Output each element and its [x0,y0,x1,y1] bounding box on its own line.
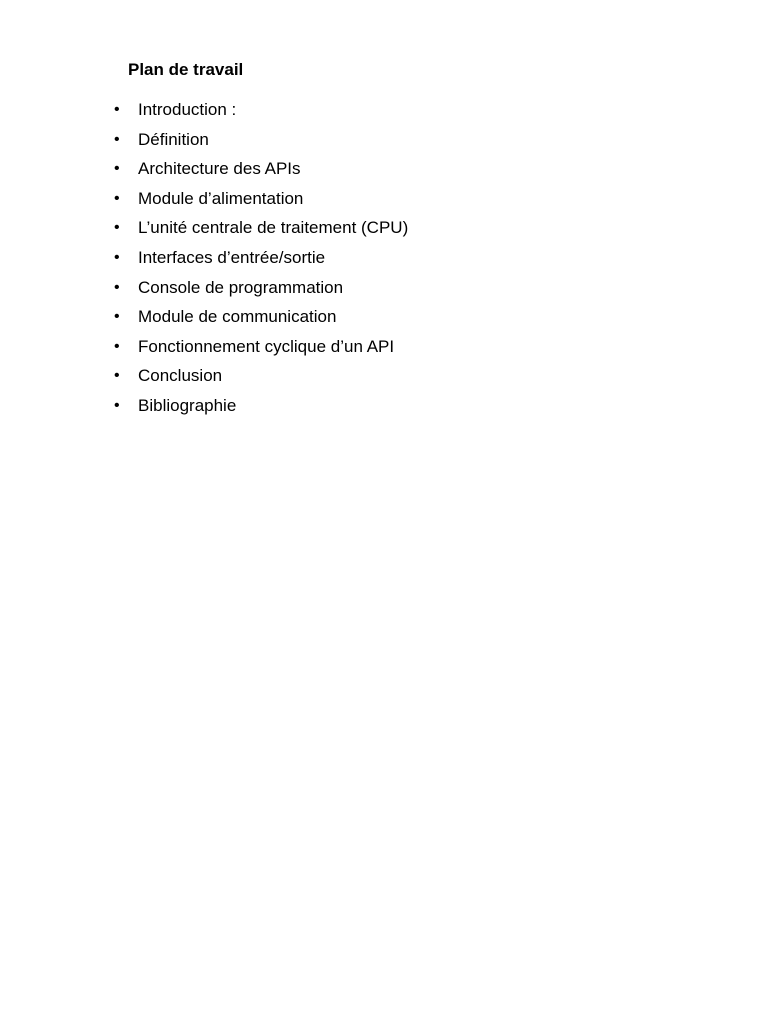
bullet-icon: • [114,189,120,207]
list-item-text: Bibliographie [138,395,237,415]
list-item-text: Architecture des APIs [138,159,301,179]
list-item-text: Module de communication [138,307,337,327]
bullet-icon: • [114,396,120,414]
bullet-icon: • [114,130,120,148]
bullet-icon: • [114,367,120,385]
list-item-text: Conclusion [138,366,223,386]
document-title: Plan de travail [128,60,244,79]
list-item-text: Fonctionnement cyclique d’un API [138,336,395,356]
list-item-text: Module d’alimentation [138,188,304,208]
list-item-text: Console de programmation [138,277,344,297]
list-item-text: Introduction : [138,100,237,119]
bullet-icon: • [114,278,120,296]
bullet-icon: • [114,337,120,355]
list-item-text: Interfaces d’entrée/sortie [138,247,326,267]
bullet-icon: • [114,101,120,118]
list-item-text: L’unité centrale de traitement (CPU) [138,218,409,238]
bullet-icon: • [114,160,120,178]
list-item-text: Définition [138,129,209,149]
bullet-icon: • [114,308,120,326]
bullet-icon: • [114,248,120,266]
bullet-icon: • [114,219,120,237]
